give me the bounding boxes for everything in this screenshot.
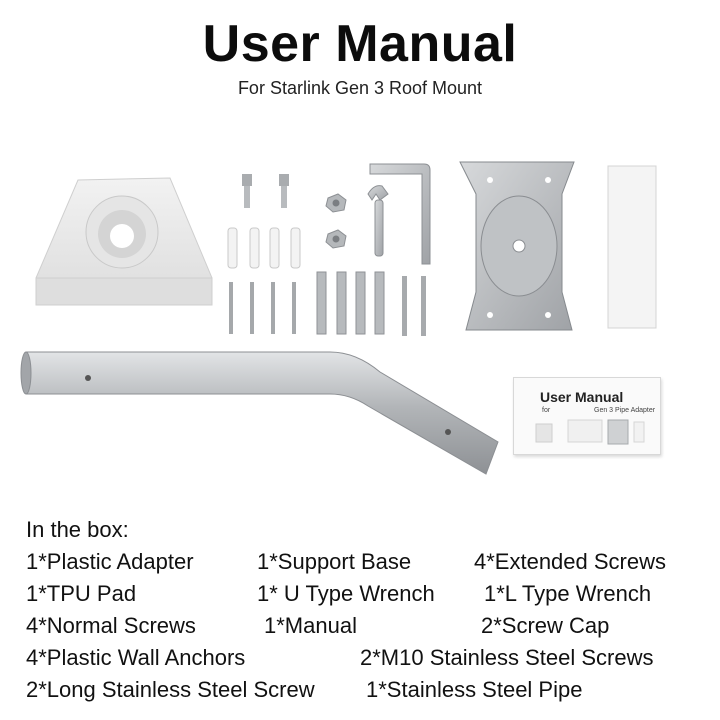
user-manual-booklet	[513, 377, 661, 455]
normal-screws	[229, 282, 296, 334]
list-item: 1*L Type Wrench	[484, 581, 652, 606]
stainless-steel-pipe	[21, 352, 498, 474]
list-item: 4*Extended Screws	[474, 549, 666, 574]
list-item: 1* U Type Wrench	[257, 581, 435, 606]
plastic-adapter	[36, 178, 212, 305]
manual-for-label: for	[542, 407, 551, 414]
support-base	[460, 162, 574, 330]
list-item: 2*Long Stainless Steel Screw	[26, 677, 315, 702]
manual-thumbnail	[514, 378, 660, 454]
list-item: 1*TPU Pad	[26, 581, 137, 606]
box-heading: In the box:	[26, 517, 129, 542]
plastic-wall-anchors	[228, 228, 300, 268]
list-item: 4*Normal Screws	[26, 613, 196, 638]
list-item: 2*M10 Stainless Steel Screws	[360, 645, 654, 670]
manual-title: User Manual	[540, 389, 624, 405]
m10-steel-screws	[242, 174, 289, 208]
list-item: 4*Plastic Wall Anchors	[26, 645, 246, 670]
list-item: 2*Screw Cap	[481, 613, 610, 638]
list-item: 1*Plastic Adapter	[26, 549, 194, 574]
extended-screws	[317, 272, 384, 334]
list-item: 1*Manual	[264, 613, 357, 638]
list-item: 1*Stainless Steel Pipe	[366, 677, 583, 702]
screw-caps	[326, 194, 346, 248]
manual-product: Gen 3 Pipe Adapter	[594, 407, 656, 414]
long-steel-screws	[402, 276, 426, 336]
list-item: 1*Support Base	[257, 549, 412, 574]
page-title: User Manual	[202, 15, 518, 73]
page-subtitle: For Starlink Gen 3 Roof Mount	[237, 78, 483, 98]
tpu-pad	[608, 166, 656, 328]
u-type-wrench	[368, 186, 388, 256]
